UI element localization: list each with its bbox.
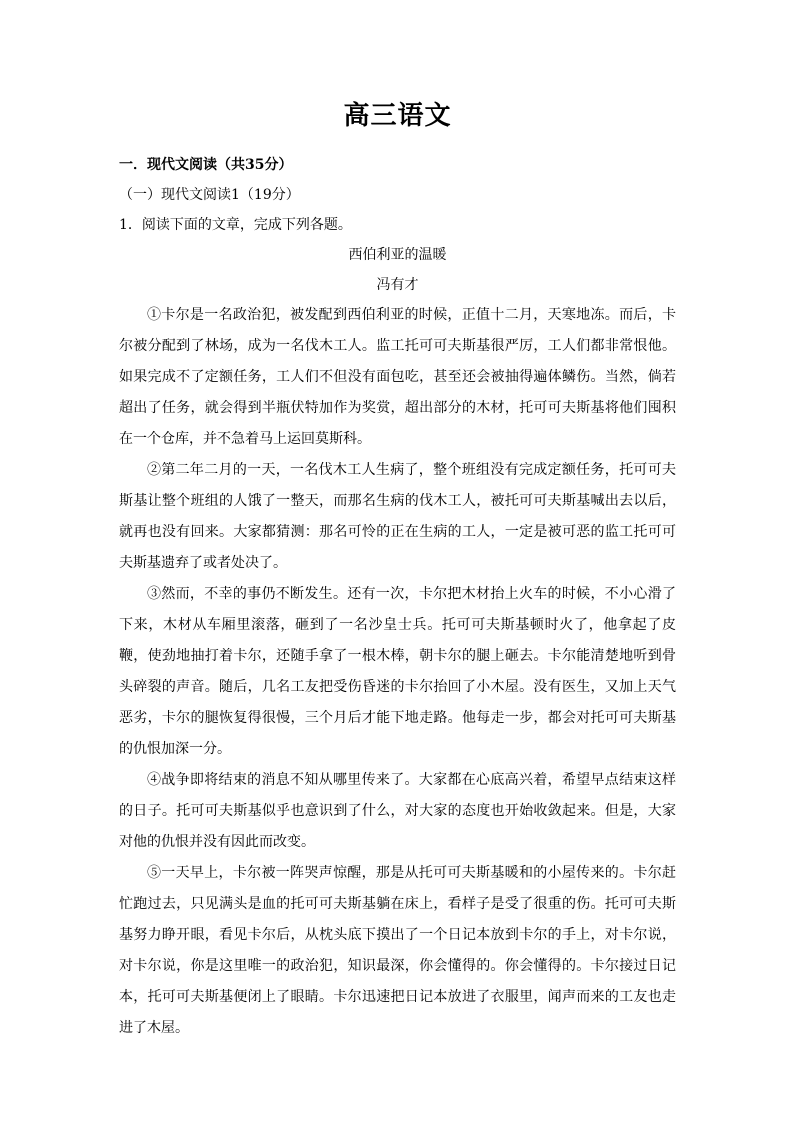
article-title: 西伯利亚的温暖	[348, 247, 447, 263]
exam-title: 高三语文	[343, 101, 452, 131]
article-paragraph-4: ④战争即将结束的消息不知从哪里传来了。大家都在心底高兴着，希望早点结束这样的日子。托可可夫斯基似乎也意识到了什么，对大家的态度也开始收敛起来。但是，大家对他的仇恨并没有因此而改变。	[119, 772, 676, 850]
article-author: 冯有才	[376, 277, 419, 293]
section-heading: 一．现代文阅读（共35分）	[119, 157, 293, 173]
subsection-heading: （一）现代文阅读1（19分）	[119, 187, 300, 203]
article-paragraph-5: ⑤一天早上，卡尔被一阵哭声惊醒，那是从托可可夫斯基暖和的小屋传来的。卡尔赶忙跑过去，只见满头是血的托可可夫斯基躺在床上，看样子是受了很重的伤。托可可夫斯基努力睁开眼，看见卡尔后，从枕头底下摸出了一个日记本放到卡尔的手上，对卡尔说，对卡尔说，你是这里唯一的政治犯，知识最深，你会懂得的。你会懂得的。卡尔接过日记本，托可可夫斯基便闭上了眼睛。卡尔迅速把日记本放进了衣服里，闻声而来的工友也走进了木屋。	[119, 865, 676, 1036]
question-instruction: 1．阅读下面的文章，完成下列各题。	[119, 217, 352, 233]
article-paragraph-3: ③然而，不幸的事仍不断发生。还有一次，卡尔把木材抬上火车的时候，不小心滑了下来，木材从车厢里滚落，砸到了一名沙皇士兵。托可可夫斯基顿时火了，他拿起了皮鞭，使劲地抽打着卡尔，还随手拿了一根木棒，朝卡尔的腿上砸去。卡尔能清楚地听到骨头碎裂的声音。随后，几名工友把受伤昏迷的卡尔抬回了小木屋。没有医生，又加上天气恶劣，卡尔的腿恢复得很慢，三个月后才能下地走路。他每走一步，都会对托可可夫斯基的仇恨加深一分。	[119, 586, 676, 757]
article-paragraph-2: ②第二年二月的一天，一名伐木工人生病了，整个班组没有完成定额任务，托可可夫斯基让整个班组的人饿了一整天，而那名生病的伐木工人，被托可可夫斯基喊出去以后，就再也没有回来。大家都猜测：那名可怜的正在生病的工人，一定是被可恶的监工托可可夫斯基遗弃了或者处决了。	[119, 462, 676, 571]
article-paragraph-1: ①卡尔是一名政治犯，被发配到西伯利亚的时候，正值十二月，天寒地冻。而后，卡尔被分配到了林场，成为一名伐木工人。监工托可可夫斯基很严厉，工人们都非常恨他。如果完成不了定额任务，工人们不但没有面包吃，甚至还会被抽得遍体鳞伤。当然，倘若超出了任务，就会得到半瓶伏特加作为奖赏，超出部分的木材，托可可夫斯基将他们囤积在一个仓库，并不急着马上运回莫斯科。	[119, 307, 676, 447]
